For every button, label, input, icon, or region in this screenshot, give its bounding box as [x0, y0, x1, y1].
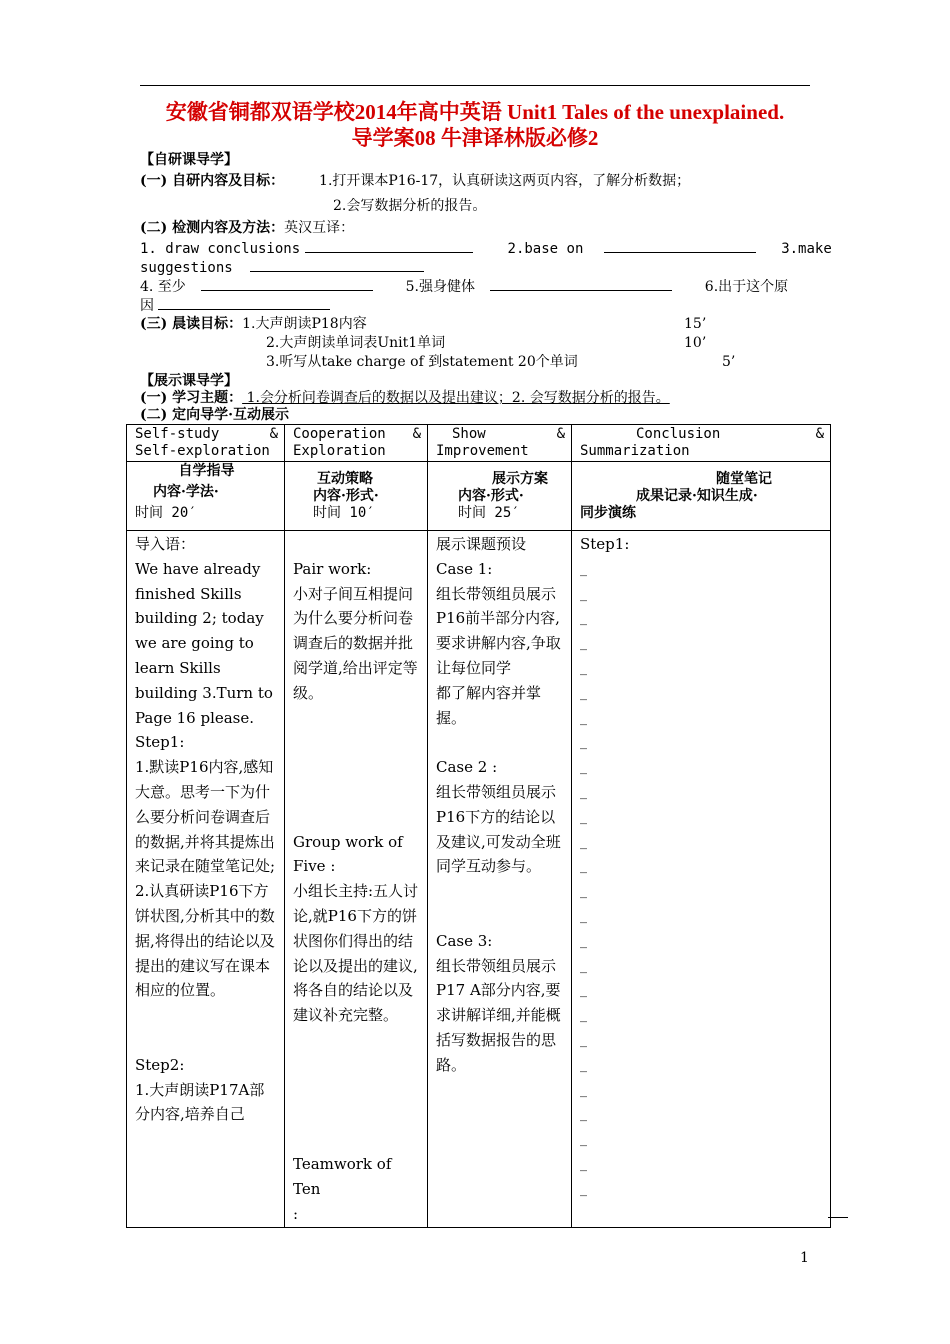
section2-q-row4 [140, 295, 330, 315]
q4-text: 4. 至少 [140, 279, 186, 295]
section1-item1: 1.打开课本P16-17，认真研读这两页内容，了解分析数据； [319, 173, 691, 189]
q3b-text: suggestions [140, 260, 233, 276]
note-blank-line[interactable]: _ [580, 808, 587, 825]
section1-row1 [140, 172, 690, 190]
section1-label: (一) 自研内容及目标： [140, 173, 285, 189]
header-col1-b: Self-exploration [135, 443, 270, 459]
header2-col3-b: 内容·形式· [458, 488, 524, 504]
q5-text: 5.强身健体 [405, 279, 475, 295]
section3-r1-time: 15’ [684, 316, 707, 332]
header-col4 [572, 425, 831, 462]
header-col1 [127, 425, 285, 462]
section3-r1: 1.大声朗读P18内容 [242, 316, 367, 332]
page-number: 1 [800, 1250, 809, 1266]
guide-table [126, 424, 831, 1228]
note-blank-line[interactable]: _ [580, 610, 587, 627]
show-plan-text: 展示课题预设 Case 1: 组长带领组员展示P16前半部分内容,要求讲解内容,争取让每位同学 都了解内容并掌握。 Case 2 : 组长带领组员展示P16下方的结论以及建议,可发动全班同学互动参与。 Case 3: 组长带领组员展示P17 A部分内容,要求讲解详细,并能概括写数据报告的思路。 [436, 535, 561, 1074]
section2-q-row1 [140, 238, 832, 258]
section3-r3: 3.听写从take charge of 到statement 20个单词 [266, 354, 578, 370]
q1-text: 1. draw conclusions [140, 241, 301, 257]
header2-col4-c: 同步演练 [580, 505, 636, 521]
header-col4-b: Summarization [580, 443, 690, 459]
header-col2-b: Exploration [293, 443, 386, 459]
table-trailing-rule [828, 1217, 848, 1218]
note-blank-line[interactable]: _ [580, 635, 587, 652]
body-col2 [285, 531, 428, 1228]
q2-text: 2.base on [507, 241, 584, 257]
header2-col2-c: 时间 10′ [313, 505, 375, 521]
note-blank-line[interactable]: _ [580, 659, 587, 676]
header2-col1 [127, 462, 285, 531]
header-col3 [428, 425, 572, 462]
q2-blank[interactable] [604, 238, 756, 253]
body-col1 [127, 531, 285, 1228]
table-header-row-english [127, 425, 831, 462]
header-col2-a: Cooperation [293, 426, 386, 442]
header-col3-a: Show [452, 426, 486, 442]
note-blank-line[interactable]: _ [580, 1081, 587, 1098]
header2-col3-a: 展示方案 [492, 471, 548, 487]
header2-col3 [428, 462, 572, 531]
section3-r2: 2.大声朗读单词表Unit1单词 [266, 335, 446, 351]
show-header: 【展示课导学】 [140, 373, 238, 389]
note-blank-line[interactable]: _ [580, 1056, 587, 1073]
header2-col4 [572, 462, 831, 531]
note-blank-line[interactable]: _ [580, 1031, 587, 1048]
header-col2-amp: & [412, 426, 421, 442]
section3-r2-time: 10’ [684, 335, 707, 351]
title-line-2: 导学案08 牛津译林版必修2 [351, 126, 599, 150]
section2-q-row2 [140, 257, 424, 277]
note-blank-line[interactable]: _ [580, 1131, 587, 1148]
header-col4-amp: & [815, 426, 824, 442]
q6b-text: 因 [140, 298, 154, 314]
header2-col2 [285, 462, 428, 531]
q1-blank[interactable] [305, 238, 473, 253]
section1-item2: 2.会写数据分析的报告。 [333, 198, 487, 214]
interaction-strategy-text: Pair work: 小对子间互相提问为什么要分析问卷调查后的数据并批阅学道,给出评定等级。 Group work of Five : 小组长主持:五人讨论,就P16下方的饼状图你们得出的结论以及提出的建议,将各自的结论以及建议补充完整。 Teamwork of Ten : [293, 559, 419, 1223]
theme-label: (一) 学习主题： [140, 390, 243, 406]
note-blank-line[interactable]: _ [580, 1007, 587, 1024]
note-blank-line[interactable]: _ [580, 883, 587, 900]
header2-col1-b: 内容·学法· [153, 484, 219, 500]
header2-col4-a: 随堂笔记 [716, 471, 772, 487]
section2-label: (二) 检测内容及方法： [140, 220, 285, 236]
table-header-row-chinese [127, 462, 831, 531]
table-body-row [127, 531, 831, 1228]
section2-q-row3 [140, 276, 788, 296]
q3-blank[interactable] [250, 257, 424, 272]
section3-row1 [140, 315, 367, 333]
header-col3-amp: & [556, 426, 565, 442]
header2-col2-b: 内容·形式· [313, 488, 379, 504]
header2-col1-c: 时间 20′ [135, 505, 197, 521]
header-col1-amp: & [269, 426, 278, 442]
q3-text: 3.make [781, 241, 832, 257]
notes-step1-label: Step1: [580, 535, 630, 553]
note-blank-line[interactable]: _ [580, 932, 587, 949]
note-blank-line[interactable]: _ [580, 709, 587, 726]
section2-method: 英汉互译： [284, 220, 355, 236]
guide-label: (二) 定向导学·互动展示 [140, 407, 289, 423]
q6-blank[interactable] [158, 295, 330, 310]
section3-r3-time: 5’ [722, 354, 736, 370]
header-col3-b: Improvement [436, 443, 529, 459]
note-blank-line[interactable]: _ [580, 833, 587, 850]
section2-row [140, 219, 354, 237]
header-col4-a: Conclusion [636, 426, 721, 442]
note-blank-line[interactable]: _ [580, 1155, 587, 1172]
body-col4[interactable] [572, 531, 831, 1228]
top-rule [140, 85, 810, 86]
note-blank-line[interactable]: _ [580, 858, 587, 875]
header2-col3-c: 时间 25′ [458, 505, 520, 521]
note-blank-line[interactable]: _ [580, 759, 587, 776]
note-blank-line[interactable]: _ [580, 684, 587, 701]
note-blank-line[interactable]: _ [580, 1180, 587, 1197]
theme-row [140, 389, 670, 407]
header2-col1-a: 自学指导 [178, 463, 235, 479]
theme-text: 1.会分析问卷调查后的数据以及提出建议；2. 会写数据分析的报告。 [242, 390, 670, 406]
q6-text: 6.出于这个原 [704, 279, 789, 295]
self-study-header: 【自研课导学】 [140, 152, 238, 168]
self-study-guide-text: 导入语： We have already finished Skills building 2; today we are going to learn Skills building 3.Turn to Page 16 please. Step1: 1.默读P16内容,感知大意。思考一下为什么要分析问卷调查后的数据,并将其提炼出来记录在随堂笔记处; 2.认真研读P16下方饼状图,分析其中的数据,将得出的结论以及提出的建议写在课本相应的位置。 Step2: 1.大声朗读P17A部分内容,培养自己 [135, 535, 276, 1124]
header-col2 [285, 425, 428, 462]
note-blank-line[interactable]: _ [580, 783, 587, 800]
note-blank-line[interactable]: _ [580, 957, 587, 974]
header2-col2-a: 互动策略 [317, 471, 373, 487]
note-blank-line[interactable]: _ [580, 1106, 587, 1123]
header2-col4-b: 成果记录·知识生成· [636, 488, 758, 504]
note-blank-line[interactable]: _ [580, 982, 587, 999]
header-col1-a: Self-study [135, 426, 220, 442]
notes-blank-lines[interactable] [580, 557, 824, 1202]
body-col3 [428, 531, 572, 1228]
q5-blank[interactable] [490, 276, 672, 291]
note-blank-line[interactable]: _ [580, 907, 587, 924]
section3-label: (三) 晨读目标： [140, 316, 243, 332]
title-line-1: 安徽省铜都双语学校2014年高中英语 Unit1 Tales of the unexplained. [165, 100, 785, 124]
note-blank-line[interactable]: _ [580, 560, 587, 577]
q4-blank[interactable] [201, 276, 373, 291]
note-blank-line[interactable]: _ [580, 585, 587, 602]
note-blank-line[interactable]: _ [580, 734, 587, 751]
